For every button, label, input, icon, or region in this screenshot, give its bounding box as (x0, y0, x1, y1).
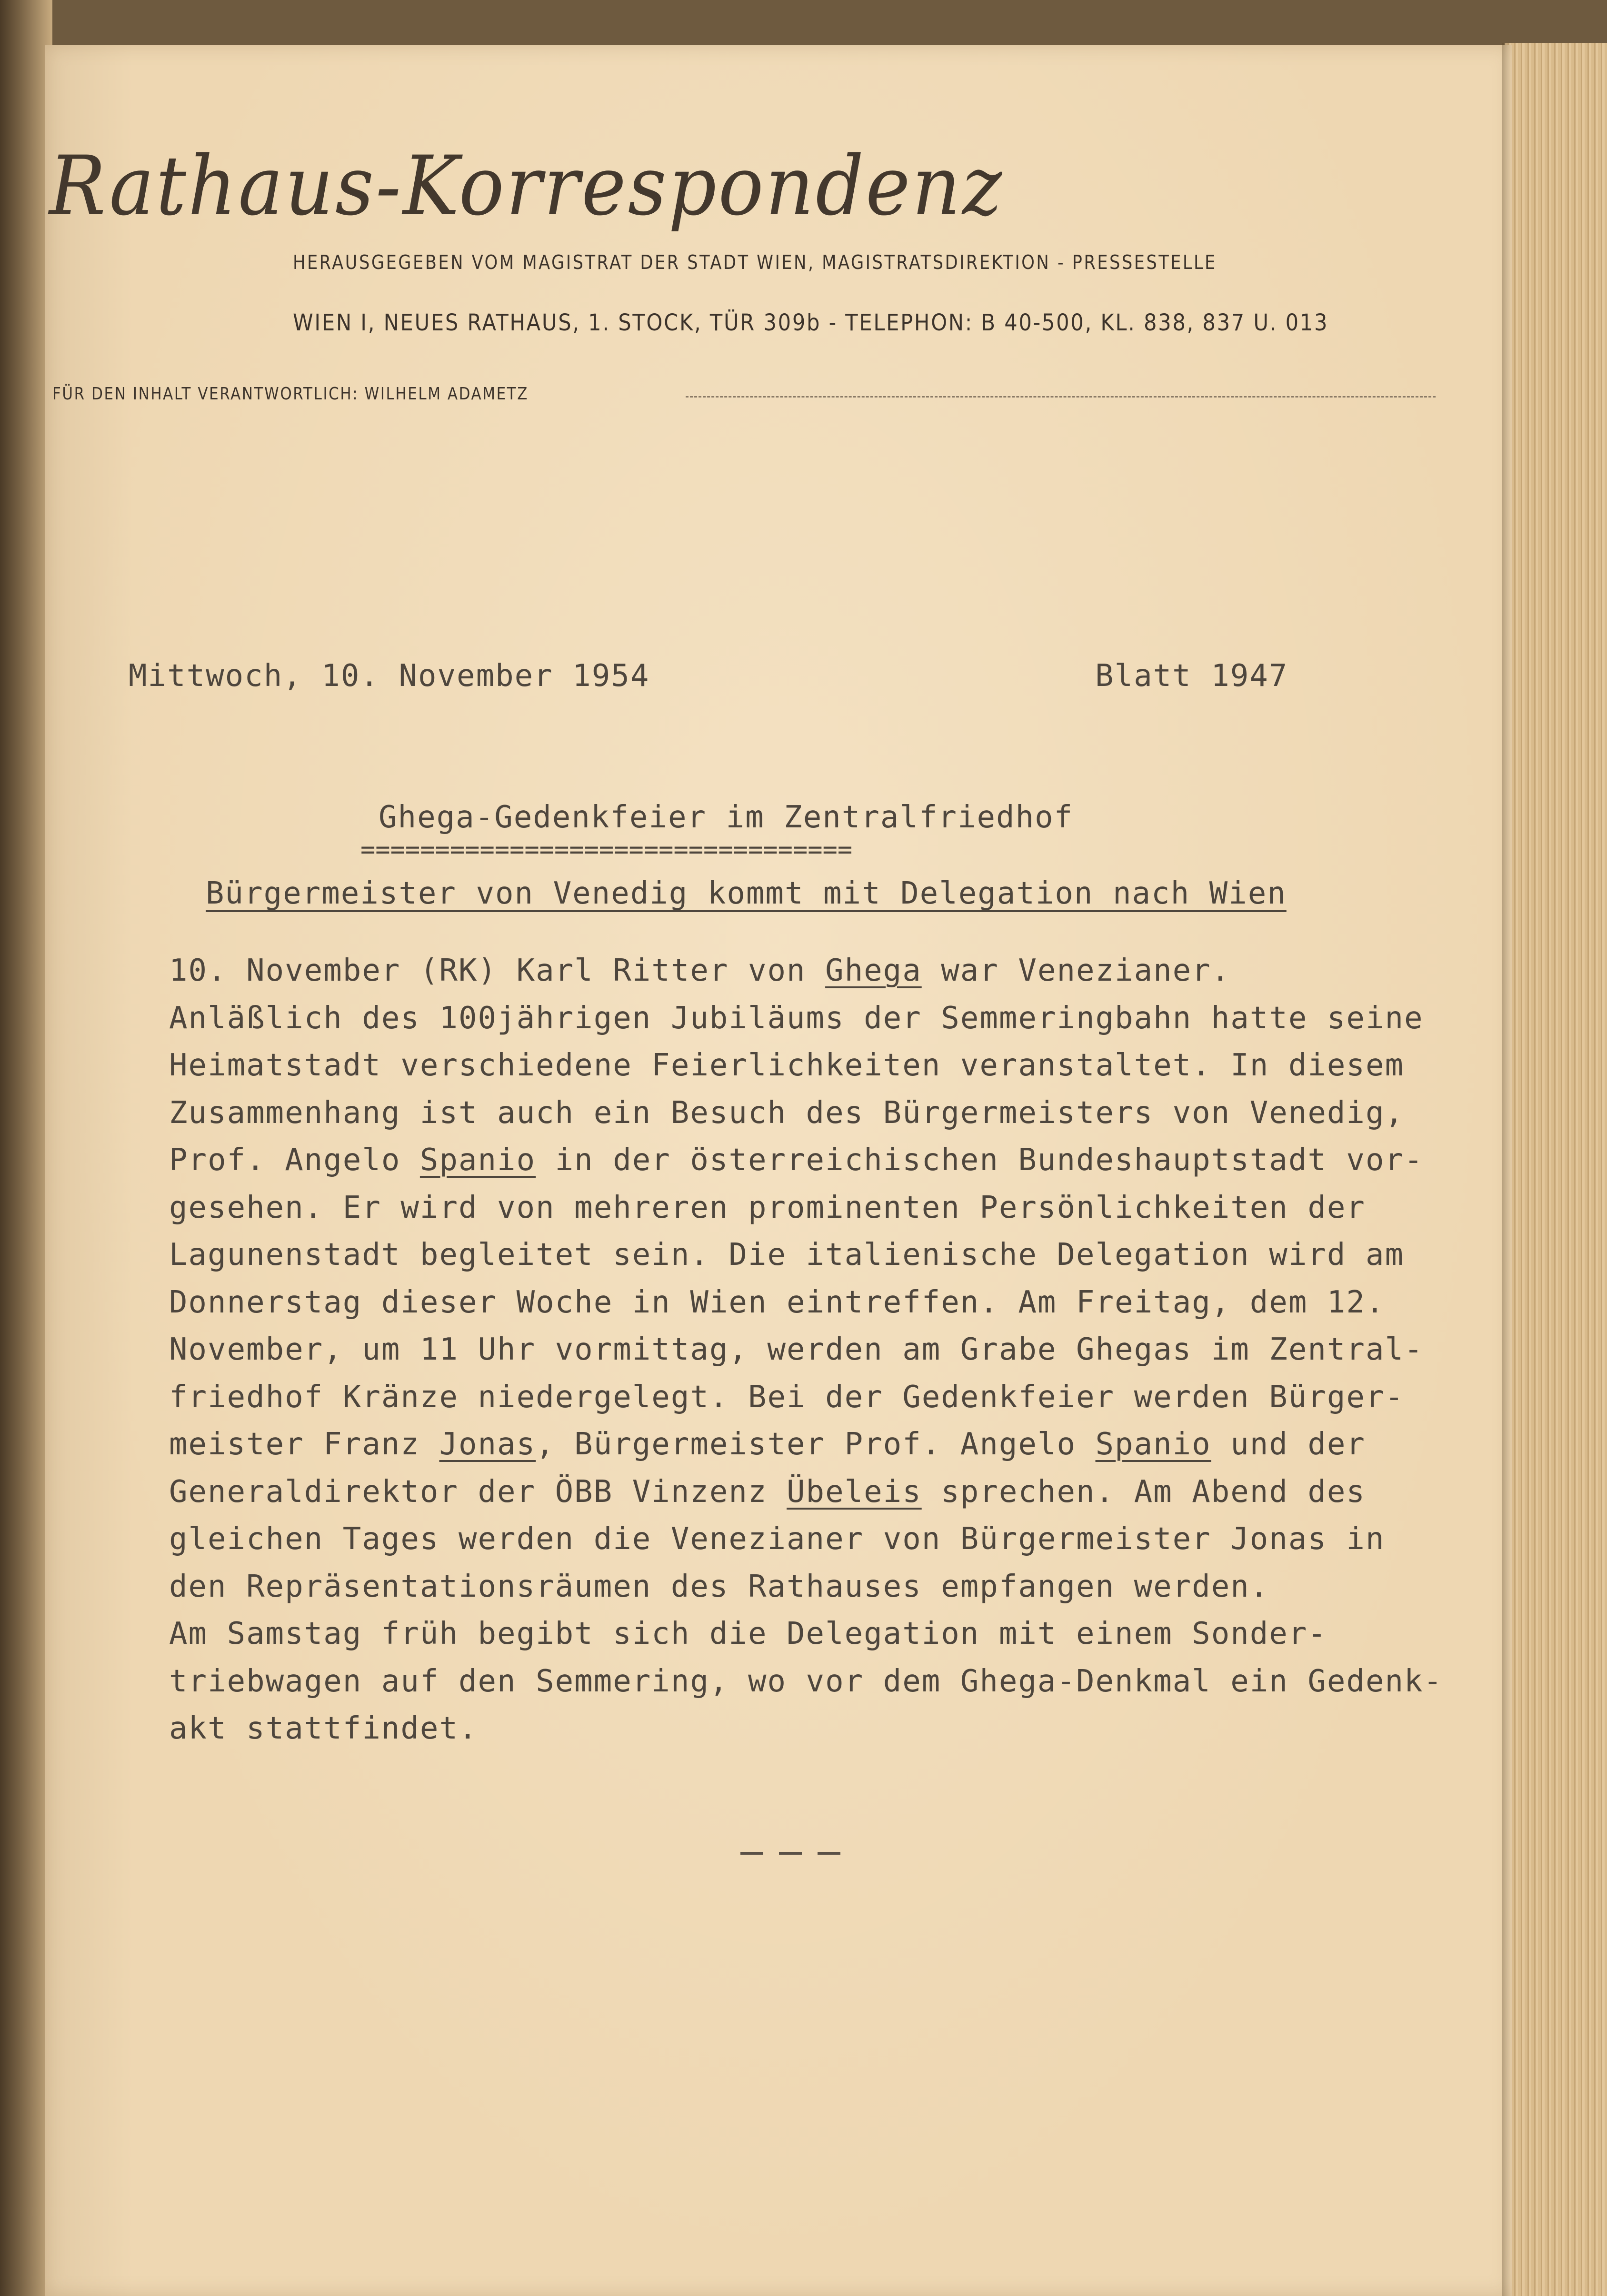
body-line (169, 1184, 1531, 1232)
body-text-segment: friedhof Kränze niedergelegt. Bei der Gedenkfeier werden Bürger- (169, 1379, 1404, 1415)
body-line (169, 1421, 1531, 1469)
body-line (169, 1374, 1531, 1421)
body-line (169, 1658, 1531, 1706)
body-text-segment: Anläßlich des 100jährigen Jubiläums der Semmeringbahn hatte seine (169, 1000, 1424, 1036)
underlined-name: Jonas (439, 1427, 536, 1462)
body-text-segment: Am Samstag früh begibt sich die Delegation mit einem Sonder- (169, 1616, 1327, 1651)
sheet-number: Blatt 1947 (1095, 658, 1288, 694)
body-line (169, 1469, 1531, 1516)
body-line (169, 995, 1531, 1043)
body-text-segment: , Bürgermeister Prof. Angelo (536, 1427, 1096, 1462)
body-text-segment: akt stattfindet. (169, 1711, 478, 1746)
body-text-segment: und der (1211, 1427, 1366, 1462)
issue-date: Mittwoch, 10. November 1954 (129, 658, 650, 694)
body-line (169, 1232, 1531, 1279)
body-text-segment: Zusammenhang ist auch ein Besuch des Bürgermeisters von Venedig, (169, 1095, 1404, 1131)
title-double-rule: ================================= (360, 835, 853, 864)
body-line (169, 947, 1531, 995)
end-mark (740, 1852, 840, 1856)
body-text-segment: 10. November (RK) Karl Ritter von (169, 953, 826, 988)
body-line (169, 1563, 1531, 1611)
body-text-segment: in der österreichischen Bundeshauptstadt vor- (536, 1143, 1424, 1178)
body-text-segment: Generaldirektor der ÖBB Vinzenz (169, 1474, 787, 1510)
letterhead-rule (686, 396, 1436, 398)
body-line (169, 1279, 1531, 1327)
body-text-segment: triebwagen auf den Semmering, wo vor dem Ghega-Denkmal ein Gedenk- (169, 1663, 1443, 1699)
underlined-name: Ghega (825, 953, 922, 988)
underlined-name: Spanio (1095, 1427, 1211, 1462)
address-line: WIEN I, NEUES RATHAUS, 1. STOCK, TÜR 309b - TELEPHON: B 40-500, KL. 838, 837 U. 013 (293, 309, 1329, 336)
body-text-segment: war Venezianer. (921, 953, 1231, 988)
body-text-segment: Donnerstag dieser Woche in Wien eintreffen. Am Freitag, dem 12. (169, 1284, 1385, 1320)
body-line (169, 1326, 1531, 1374)
article-body (169, 947, 1531, 1753)
underlined-name: Übeleis (787, 1474, 922, 1510)
article-subtitle: Bürgermeister von Venedig kommt mit Delegation nach Wien (206, 876, 1287, 911)
body-line (169, 1042, 1531, 1090)
underlined-name: Spanio (419, 1143, 536, 1178)
body-text-segment: gleichen Tages werden die Venezianer von Bürgermeister Jonas in (169, 1521, 1385, 1557)
responsible-line: FÜR DEN INHALT VERANTWORTLICH: WILHELM ADAMETZ (52, 384, 529, 404)
masthead-title: Rathaus-Korrespondenz (49, 138, 1004, 234)
body-line (169, 1610, 1531, 1658)
page-edge-shadow (1502, 43, 1511, 2296)
body-line (169, 1137, 1531, 1184)
body-text-segment: Prof. Angelo (169, 1143, 420, 1178)
body-text-segment: sprechen. Am Abend des (921, 1474, 1366, 1510)
publisher-line: HERAUSGEGEBEN VOM MAGISTRAT DER STADT WIEN, MAGISTRATSDIREKTION - PRESSESTELLE (293, 251, 1217, 274)
book-binding (0, 0, 52, 2296)
body-text-segment: November, um 11 Uhr vormittag, werden am Grabe Ghegas im Zentral- (169, 1332, 1424, 1367)
body-text-segment: Lagunenstadt begleitet sein. Die italienische Delegation wird am (169, 1237, 1404, 1272)
article-title: Ghega-Gedenkfeier im Zentralfriedhof (379, 800, 1074, 835)
body-text-segment: Heimatstadt verschiedene Feierlichkeiten veranstaltet. In diesem (169, 1048, 1404, 1083)
body-line (169, 1090, 1531, 1137)
document-page (45, 45, 1512, 2296)
body-text-segment: meister Franz (169, 1427, 439, 1462)
body-line (169, 1705, 1531, 1753)
body-text-segment: gesehen. Er wird von mehreren prominenten Persönlichkeiten der (169, 1190, 1366, 1225)
body-line (169, 1516, 1531, 1563)
body-text-segment: den Repräsentationsräumen des Rathauses empfangen werden. (169, 1569, 1269, 1604)
